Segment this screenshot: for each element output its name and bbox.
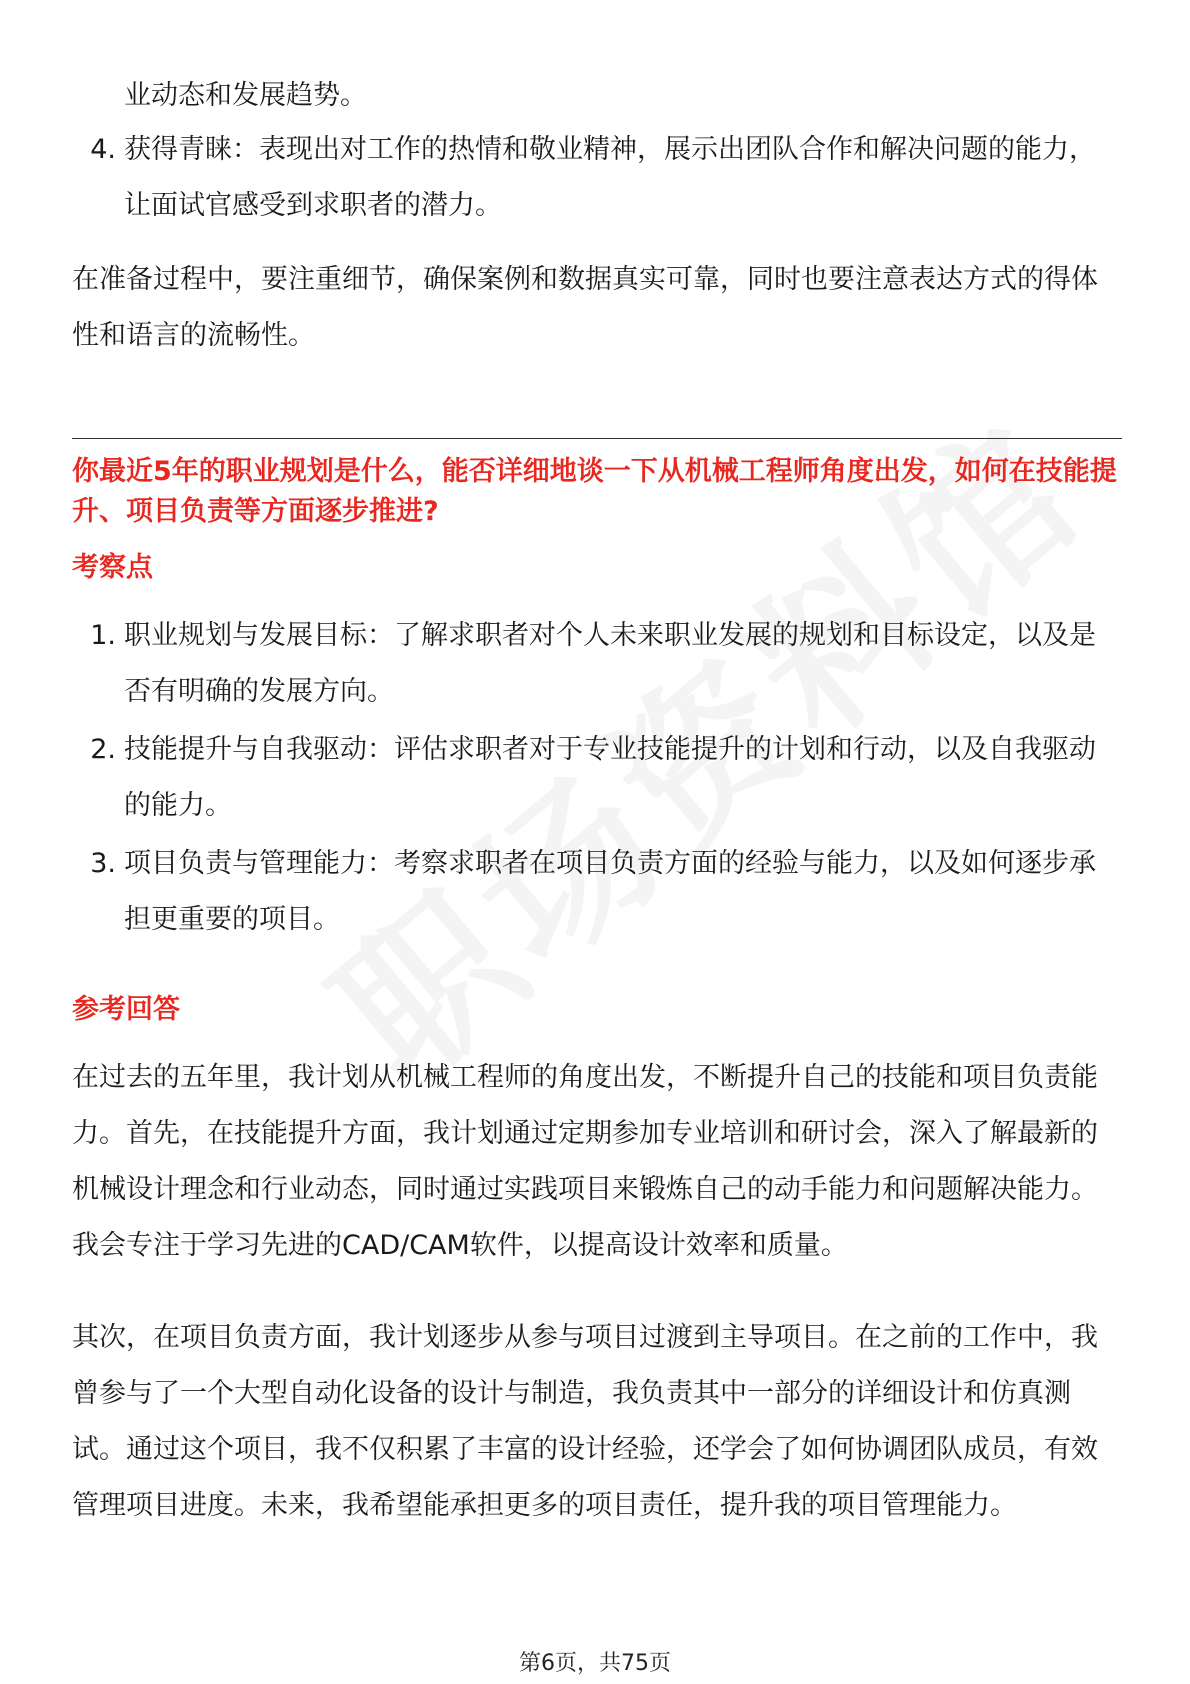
answer-title: 参考回答 bbox=[72, 994, 180, 1025]
list-number: 4. bbox=[90, 134, 116, 165]
question-heading: 你最近5年的职业规划是什么，能否详细地谈一下从机械工程师角度出发，如何在技能提升、项目负责等方面逐步推进? bbox=[72, 456, 1117, 527]
intro-paragraph: 在准备过程中，要注重细节，确保案例和数据真实可靠，同时也要注意表达方式的得体性和语言的流畅性。 bbox=[72, 264, 1098, 351]
focus-item-1 bbox=[72, 608, 1122, 720]
list-item-text: 业动态和发展趋势。 bbox=[124, 80, 367, 111]
list-item-text: 职业规划与发展目标：了解求职者对个人未来职业发展的规划和目标设定，以及是否有明确的发展方向。 bbox=[124, 620, 1096, 707]
answer-paragraph-2: 其次，在项目负责方面，我计划逐步从参与项目过渡到主导项目。在之前的工作中，我曾参与了一个大型自动化设备的设计与制造，我负责其中一部分的详细设计和仿真测试。通过这个项目，我不仅积累了丰富的设计经验，还学会了如何协调团队成员，有效管理项目进度。未来，我希望能承担更多的项目责任，提升我的项目管理能力。 bbox=[72, 1322, 1098, 1521]
focus-title: 考察点 bbox=[72, 552, 153, 583]
focus-item-3 bbox=[72, 836, 1122, 948]
list-number: 1. bbox=[90, 620, 116, 651]
section-divider bbox=[72, 438, 1122, 439]
list-item-text: 项目负责与管理能力：考察求职者在项目负责方面的经验与能力，以及如何逐步承担更重要的项目。 bbox=[124, 848, 1096, 935]
answer-paragraph-1: 在过去的五年里，我计划从机械工程师的角度出发，不断提升自己的技能和项目负责能力。首先，在技能提升方面，我计划通过定期参加专业培训和研讨会，深入了解最新的机械设计理念和行业动态，同时通过实践项目来锻炼自己的动手能力和问题解决能力。我会专注于学习先进的CAD/CAM软件，以提高设计效率和质量。 bbox=[72, 1062, 1098, 1261]
list-number: 3. bbox=[90, 848, 116, 879]
page-footer: 第6页，共75页 bbox=[519, 1651, 671, 1676]
focus-item-2 bbox=[72, 722, 1122, 834]
list-number: 2. bbox=[90, 734, 116, 765]
list-item-text: 获得青睐：表现出对工作的热情和敬业精神，展示出团队合作和解决问题的能力，让面试官感受到求职者的潜力。 bbox=[124, 134, 1096, 221]
list-item-continuation bbox=[72, 68, 1122, 124]
list-item-4 bbox=[72, 122, 1122, 234]
list-item-text: 技能提升与自我驱动：评估求职者对于专业技能提升的计划和行动，以及自我驱动的能力。 bbox=[124, 734, 1096, 821]
